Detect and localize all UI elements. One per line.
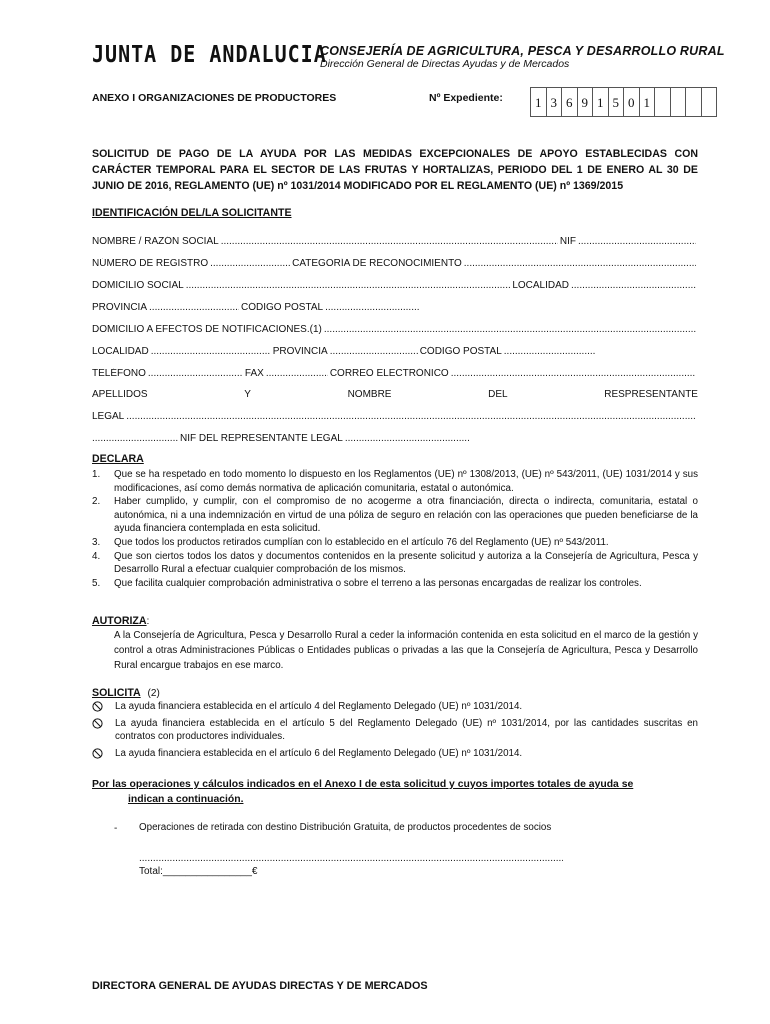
- cp2-label: CÓDIGO POSTAL: [419, 346, 502, 357]
- autoriza-heading-row: AUTORIZA:: [92, 615, 150, 627]
- directorate-name: Dirección General de Directas Ayudas y de Mercados: [320, 58, 570, 70]
- expediente-digit: 5: [608, 87, 624, 117]
- solicita-option[interactable]: La ayuda financiera establecida en el artículo 5 del Reglamento Delegado (UE) nº 1031/2014, por las cantidades suscritas en contratos con productores individuales.: [92, 717, 698, 744]
- expediente-digit: [670, 87, 686, 117]
- declara-heading: DECLARA: [92, 453, 144, 465]
- row-domicilio: [92, 280, 698, 294]
- email-label: CORREO ELECTRÓNICO: [329, 368, 449, 379]
- fax-label: FAX: [244, 368, 264, 379]
- nif-field[interactable]: [578, 236, 696, 247]
- total-row: [139, 866, 257, 877]
- nif-rep-label: NIF DEL REPRESENTANTE LEGAL: [180, 433, 343, 444]
- solicita-heading: SOLICITA: [92, 687, 141, 699]
- list-item: 5. Que facilita cualquier comprobación administrativa o sobre el terreno a las personas encargadas de realizar los controles.: [92, 577, 642, 589]
- domicilio-label: DOMICILIO SOCIAL: [92, 280, 184, 291]
- nif-rep-field[interactable]: [345, 433, 470, 444]
- registro-label: NÚMERO DE REGISTRO: [92, 258, 209, 269]
- notificaciones-field[interactable]: [324, 324, 696, 335]
- row-legal: [92, 411, 698, 425]
- operaciones-line2: indican a continuación.: [128, 794, 244, 805]
- localidad-field[interactable]: [571, 280, 696, 291]
- total-label: Total:: [139, 866, 163, 877]
- provincia2-field[interactable]: [330, 346, 418, 357]
- autoriza-text: A la Consejería de Agricultura, Pesca y Desarrollo Rural a ceder la información contenida en esta solicitud en el marco de la gestión y control a otras Administraciones Públicas o Entidades publicas o privadas a las que la Consejería de Agricultura, Pesca y Desarrollo Rural encargue trabajos en ese marco.: [114, 630, 698, 671]
- solicita-list: [92, 700, 698, 760]
- row-telefono: [92, 368, 698, 382]
- row-representante: [92, 389, 698, 400]
- expediente-digit: 3: [546, 87, 562, 117]
- row-notificaciones: [92, 324, 698, 338]
- localidad-label: LOCALIDAD: [512, 280, 569, 291]
- expediente-digit: 1: [530, 87, 546, 117]
- row-registro: [92, 258, 698, 272]
- row-provincia: [92, 302, 422, 316]
- solicita-option[interactable]: La ayuda financiera establecida en el artículo 4 del Reglamento Delegado (UE) nº 1031/2014.: [92, 700, 698, 714]
- nif-label: NIF: [559, 236, 576, 247]
- legal-label: LEGAL: [92, 411, 125, 422]
- provincia2-label: PROVINCIA: [272, 346, 328, 357]
- expediente-digit: 6: [561, 87, 577, 117]
- expediente-digit: [701, 87, 718, 117]
- localidad2-label: LOCALIDAD: [92, 346, 149, 357]
- cp-label: CÓDIGO POSTAL: [241, 302, 324, 313]
- anexo-title: ANEXO I ORGANIZACIONES DE PRODUCTORES: [92, 92, 337, 104]
- nombre-field[interactable]: [221, 236, 558, 247]
- row-nombre: [92, 236, 698, 250]
- legal-field-cont[interactable]: [92, 433, 178, 444]
- localidad2-field[interactable]: [151, 346, 271, 357]
- notificaciones-label: DOMICILIO A EFECTOS DE NOTIFICACIONES.(1): [92, 324, 322, 335]
- total-field[interactable]: ________________: [162, 866, 252, 877]
- rep-word: DEL: [488, 389, 508, 400]
- row-localidad2: [92, 346, 598, 360]
- cp-field[interactable]: [325, 302, 420, 313]
- rep-word: APELLIDOS: [92, 389, 148, 400]
- list-item: 3. Que todos los productos retirados cumplían con lo establecido en el artículo 76 del Reglamento (UE) nº 543/2011.: [92, 536, 609, 548]
- autoriza-heading: AUTORIZA: [92, 615, 147, 627]
- list-item: 4. Que son ciertos todos los datos y documentos contenidos en la presente solicitud y autoriza a la Consejería de Agricultura, Pesca y Desarrollo Rural a efectuar cualquier comprobación de los mismos.: [92, 550, 698, 576]
- domicilio-field[interactable]: [186, 280, 511, 291]
- declara-list: [92, 468, 698, 590]
- legal-field[interactable]: [126, 411, 696, 422]
- list-item: 1. Que se ha respetado en todo momento lo dispuesto en los Reglamentos (UE) nº 1308/2013, (UE) nº 543/2011, (UE) 1031/2014 y sus modificaciones, así como demás normativa de aplicación comunitaria, estatal o autonómica.: [92, 469, 698, 494]
- operaciones-item: Operaciones de retirada con destino Distribución Gratuita, de productos procedentes de socios: [139, 822, 552, 833]
- operaciones-dots[interactable]: [139, 853, 563, 867]
- operaciones-dash: -: [114, 823, 118, 834]
- categoria-label: CATEGORÍA DE RECONOCIMIENTO: [292, 258, 462, 269]
- cp2-field[interactable]: [504, 346, 596, 357]
- registro-field[interactable]: [210, 258, 290, 269]
- circle-slash-icon[interactable]: [92, 748, 103, 759]
- list-item: 2. Haber cumplido, y cumplir, con el compromiso de no acogerme a otra financiación, directa o indirecta, comunitaria, estatal o autonómica, ni a una indemnización en virtud de una póliza de seguro en relación con las operaciones que pueden beneficiarse de la ayuda financiera contemplada en esta solicitud.: [92, 496, 698, 535]
- provincia-field[interactable]: [149, 302, 239, 313]
- categoria-field[interactable]: [464, 258, 696, 269]
- expediente-digit: 0: [623, 87, 639, 117]
- expediente-digit: [685, 87, 701, 117]
- footer-signatory: DIRECTORA GENERAL DE AYUDAS DIRECTAS Y DE MERCADOS: [92, 980, 428, 992]
- currency-symbol: €: [251, 866, 258, 877]
- expediente-digit: 9: [577, 87, 593, 117]
- document-title: SOLICITUD DE PAGO DE LA AYUDA POR LAS MEDIDAS EXCEPCIONALES DE APOYO ESTABLECIDAS CON CARÁCTER TEMPORAL PARA EL SECTOR DE LAS FRUTAS Y HORTALIZAS, PERIODO DEL 1 DE ENERO AL 30 DE JUNIO DE 2016, REGLAMENTO (UE) nº 1031/2014 MODIFICADO POR EL REGLAMENTO (UE) nº 1369/2015: [92, 148, 698, 192]
- circle-slash-icon[interactable]: [92, 718, 103, 729]
- circle-slash-icon[interactable]: [92, 701, 103, 712]
- expediente-digit: 1: [639, 87, 655, 117]
- operaciones-line1: Por las operaciones y cálculos indicados en el Anexo I de esta solicitud y cuyos importes totales de ayuda se: [92, 779, 634, 790]
- telefono-field[interactable]: [148, 368, 243, 379]
- nombre-label: NOMBRE / RAZÓN SOCIAL: [92, 236, 219, 247]
- junta-logo: JUNTA DE ANDALUCIA: [92, 40, 327, 68]
- expediente-boxes: [530, 87, 717, 117]
- solicita-option[interactable]: La ayuda financiera establecida en el artículo 6 del Reglamento Delegado (UE) nº 1031/2014.: [92, 747, 698, 761]
- telefono-label: TELÉFONO: [92, 368, 146, 379]
- expediente-digit: 1: [592, 87, 608, 117]
- fax-field[interactable]: [266, 368, 328, 379]
- provincia-label: PROVINCIA: [92, 302, 148, 313]
- identification-heading: IDENTIFICACIÓN DEL/LA SOLICITANTE: [92, 207, 292, 219]
- rep-word: Y: [244, 389, 251, 400]
- rep-word: NOMBRE: [347, 389, 392, 400]
- rep-word: RESPRESENTANTE: [604, 389, 698, 400]
- email-field[interactable]: [451, 368, 696, 379]
- row-nif-rep: [92, 433, 472, 447]
- department-name: CONSEJERÍA DE AGRICULTURA, PESCA Y DESARROLLO RURAL: [320, 44, 725, 58]
- expediente-label: Nº Expediente:: [429, 92, 503, 104]
- solicita-heading-row: SOLICITA (2): [92, 687, 160, 699]
- expediente-digit: [654, 87, 670, 117]
